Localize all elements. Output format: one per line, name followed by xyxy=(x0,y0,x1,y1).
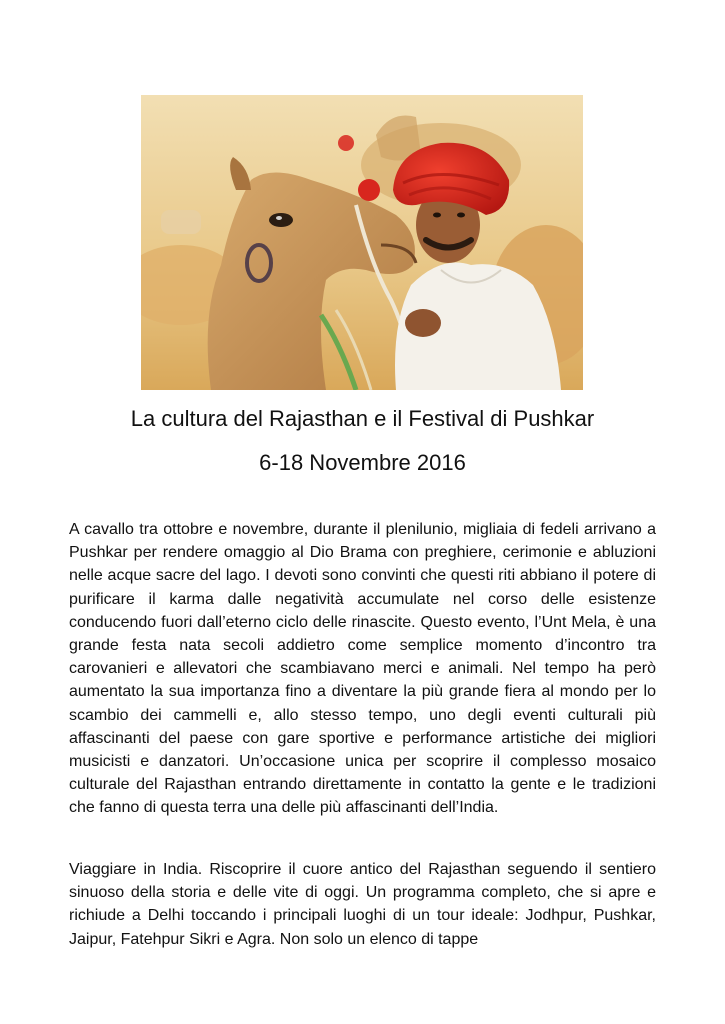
article-paragraph-1: A cavallo tra ottobre e novembre, durante il plenilunio, migliaia di fedeli arrivano a Pushkar per rendere omaggio al Dio Brama con preghiere, cerimonie e abluzioni nelle acque sacre del lago. I devoti sono convinti che questi riti abbiano il potere di purificare il karma dalle negatività accumulate nel corso delle esistenze conducendo fuori dall’eterno ciclo delle rinascite. Questo evento, l’Unt Mela, è una grande festa nata secoli addietro come semplice momento d’incontro tra carovanieri e allevatori che scambiavano merci e animali. Nel tempo ha però aumentato la sua importanza fino a diventare la più grande fiera al mondo per lo scambio dei cammelli e, allo stesso tempo, uno degli eventi culturali più affascinanti del paese con gare sportive e performance artistiche dei migliori musicisti e danzatori. Un’occasione unica per scoprire il complesso mosaico culturale del Rajasthan entrando direttamente in contatto la gente e le tradizioni che fanno di questa terra una delle più affascinanti dell’India. xyxy=(69,521,656,817)
camel-eye xyxy=(269,213,293,227)
article-paragraph-2: Viaggiare in India. Riscoprire il cuore antico del Rajasthan seguendo il sentiero sinuoso della storia e delle vite di oggi. Un programma completo, che si apre e richiude a Delhi toccando i principali luoghi di un tour ideale: Jodhpur, Pushkar, Jaipur, Fatehpur Sikri e Agra. Non solo un elenco di tappe xyxy=(69,861,656,948)
event-dates: 6-18 Novembre 2016 xyxy=(259,450,466,475)
camel-festival-photo xyxy=(141,95,583,390)
article-title: La cultura del Rajasthan e il Festival di Pushkar xyxy=(130,406,595,431)
camel-pompom xyxy=(358,179,380,201)
photo-illustration xyxy=(141,95,583,390)
man-hand xyxy=(405,309,441,337)
